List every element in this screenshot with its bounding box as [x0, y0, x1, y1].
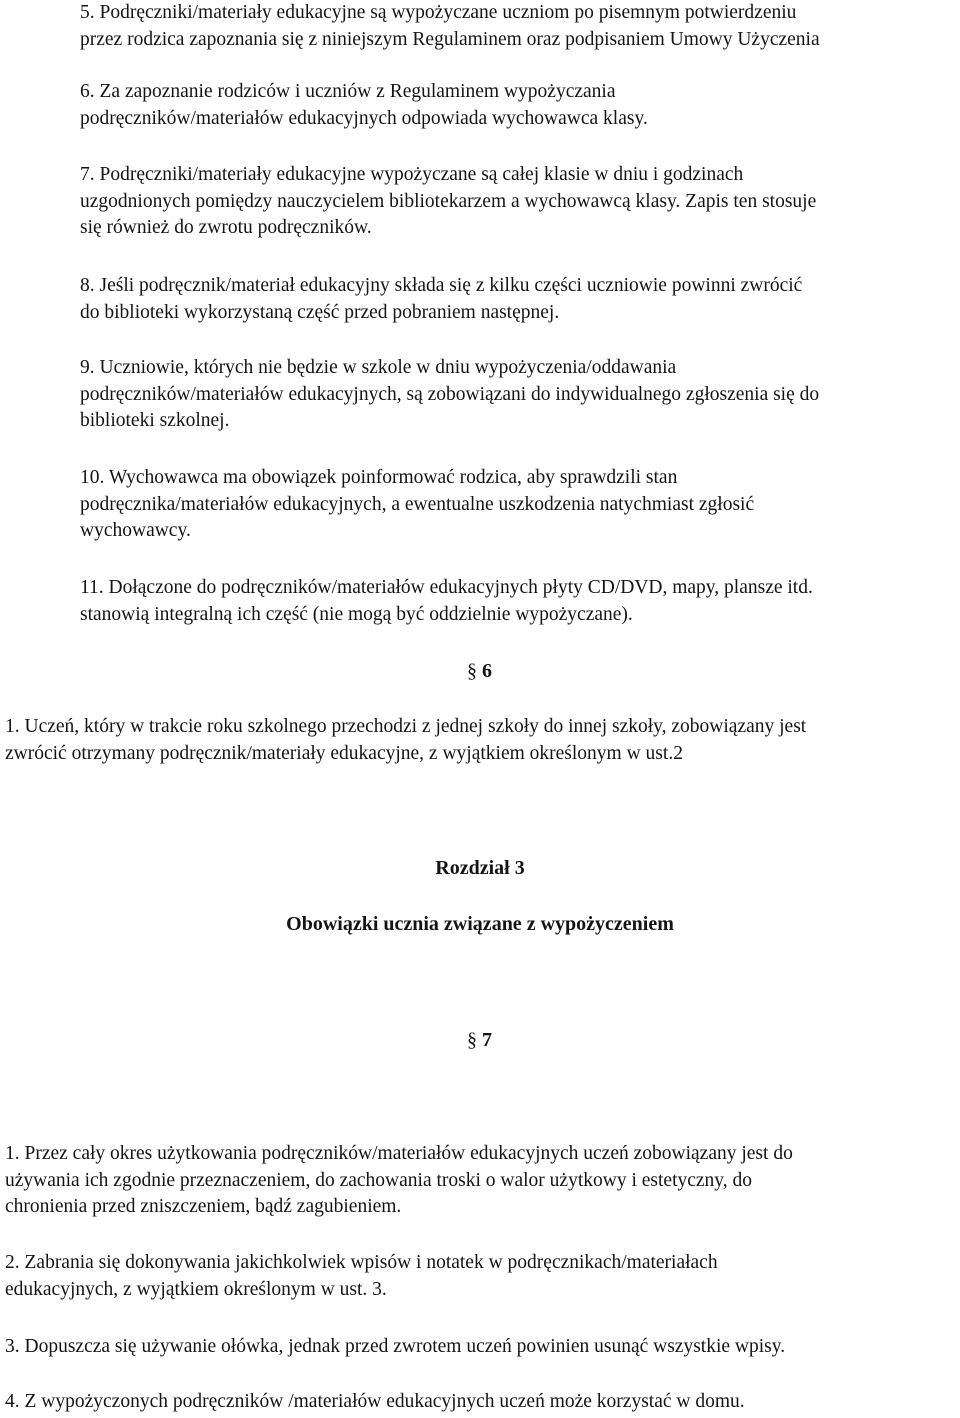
item-line: używania ich zgodnie przeznaczeniem, do zachowania troski o walor użytkowy i estetyczny, do [5, 1169, 753, 1191]
chapter-subtitle: Obowiązki ucznia związane z wypożyczeniem [286, 913, 674, 935]
item-8 [80, 273, 802, 326]
section-7-item-3 [5, 1334, 785, 1361]
item-11 [80, 575, 813, 628]
item-line: 8. Jeśli podręcznik/materiał edukacyjny składa się z kilku części uczniowie powinni zwrócić [80, 275, 803, 296]
item-line: chronienia przed zniszczeniem, bądź zagubieniem. [5, 1196, 402, 1217]
section-7-item-2 [5, 1250, 718, 1303]
item-line: biblioteki szkolnej. [80, 410, 230, 431]
item-line: się również do zwrotu podręczników. [80, 217, 372, 238]
item-7 [80, 162, 816, 242]
section-number: 7 [482, 1029, 492, 1051]
item-line: podręczników/materiałów edukacyjnych, są zobowiązani do indywidualnego zgłoszenia się do [80, 383, 820, 405]
item-line: 10. Wychowawca ma obowiązek poinformować rodzica, aby sprawdzili stan [80, 467, 678, 488]
section-mark: § [467, 660, 477, 682]
section-6-item-1 [5, 714, 806, 767]
section-mark: § [467, 1029, 477, 1051]
chapter-title: Rozdział 3 [435, 857, 525, 879]
item-line: 5. Podręczniki/materiały edukacyjne są wypożyczane uczniom po pisemnym potwierdzeniu [80, 2, 797, 23]
item-line: uzgodnionych pomiędzy nauczycielem bibliotekarzem a wychowawcą klasy. Zapis ten stosuje [80, 190, 817, 212]
item-6 [80, 79, 648, 132]
item-10 [80, 465, 754, 545]
item-line: 2. Zabrania się dokonywania jakichkolwiek wpisów i notatek w podręcznikach/materiałach [5, 1252, 718, 1273]
item-line: przez rodzica zapoznania się z niniejszym Regulaminem oraz podpisaniem Umowy Użyczenia [80, 28, 820, 50]
item-line: 6. Za zapoznanie rodziców i uczniów z Regulaminem wypożyczania [80, 81, 616, 102]
item-line: 7. Podręczniki/materiały edukacyjne wypożyczane są całej klasie w dniu i godzinach [80, 164, 744, 185]
item-line: 1. Przez cały okres użytkowania podręczników/materiałów edukacyjnych uczeń zobowiązany jest do [5, 1143, 793, 1164]
item-line: 4. Z wypożyczonych podręczników /materiałów edukacyjnych uczeń może korzystać w domu. [5, 1391, 745, 1412]
section-7-item-1 [5, 1141, 793, 1221]
item-line: 1. Uczeń, który w trakcie roku szkolnego przechodzi z jednej szkoły do innej szkoły, zobowiązany jest [5, 716, 807, 737]
item-line: zwrócić otrzymany podręcznik/materiały edukacyjne, z wyjątkiem określonym w ust.2 [5, 742, 683, 764]
section-heading-7 [467, 1027, 492, 1053]
item-line: stanowią integralną ich część (nie mogą być oddzielnie wypożyczane). [80, 603, 633, 625]
item-line: 9. Uczniowie, których nie będzie w szkole w dniu wypożyczenia/oddawania [80, 357, 677, 378]
item-5 [80, 0, 820, 53]
item-line: edukacyjnych, z wyjątkiem określonym w ust. 3. [5, 1278, 387, 1300]
item-line: do biblioteki wykorzystaną część przed pobraniem następnej. [80, 301, 560, 323]
item-line: 11. Dołączone do podręczników/materiałów edukacyjnych płyty CD/DVD, mapy, plansze itd. [80, 577, 813, 598]
item-line: podręczników/materiałów edukacyjnych odpowiada wychowawca klasy. [80, 107, 648, 129]
section-number: 6 [482, 660, 492, 682]
item-line: 3. Dopuszcza się używanie ołówka, jednak przed zwrotem uczeń powinien usunąć wszystkie wpisy. [5, 1336, 786, 1357]
section-heading-6 [467, 658, 492, 684]
item-9 [80, 355, 819, 435]
item-line: wychowawcy. [80, 520, 191, 541]
item-line: podręcznika/materiałów edukacyjnych, a ewentualne uszkodzenia natychmiast zgłosić [80, 493, 755, 515]
section-7-item-4 [5, 1389, 745, 1416]
